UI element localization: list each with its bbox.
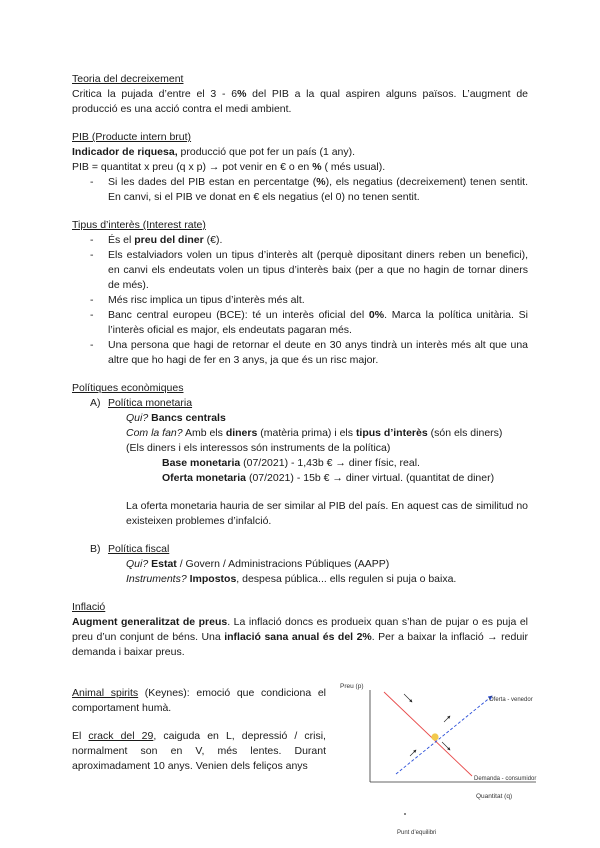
section-title: Teoria del decreixement — [72, 73, 184, 85]
subsection-fiscal — [72, 542, 528, 587]
paragraph: Com la fan? Amb els diners (matèria prima) i els tipus d’interès (són els diners) — [126, 427, 503, 439]
subsection-title: Política monetaria — [108, 397, 193, 409]
paragraph: Qui? Estat / Govern / Administracions Públiques (AAPP) — [126, 558, 390, 570]
section-interes — [72, 218, 528, 368]
arrow-mark — [404, 694, 412, 702]
paragraph: La oferta monetaria hauria de ser similar al PIB del país. En aquest cas de similitud no existeixen problemes d’infalció. — [126, 500, 528, 527]
demand-line — [384, 692, 472, 776]
section-inflacio — [72, 600, 528, 660]
paragraph: Indicador de riquesa, producció que pot fer un país (1 any). — [72, 146, 356, 158]
list-item: - Els estalviadors volen un tipus d’interès alt (perquè dipositant diners reben un benefici), en canvi els endeutats volen un tipus d’interès baix (per a que no hagin de tornar diners de més). — [90, 248, 528, 293]
paragraph: Critica la pujada d’entre el 3 - 6% del PIB a la qual aspiren alguns països. L’augment de producció es una acció contra el medi ambient. — [72, 88, 528, 115]
formula: PIB = quantitat x preu (q x p) → pot venir en € o en % ( més usual). — [72, 161, 386, 173]
subsection-title: Política fiscal — [108, 543, 170, 555]
list-item: - Més risc implica un tipus d’interès més alt. — [90, 293, 528, 308]
section-title: Tipus d’interès (Interest rate) — [72, 219, 206, 231]
section-politiques — [72, 381, 528, 587]
paragraph: Qui? Bancs centrals — [126, 412, 226, 424]
list-item: - Si les dades del PIB estan en percentatge (%), els negatius (decreixement) tenen sentit. En canvi, si el PIB ve donat en € els negatius (el 0) no tenen sentit. — [90, 175, 528, 205]
demand-label: Demanda - consumidor — [474, 776, 537, 782]
arrow-mark — [410, 750, 416, 756]
equilibrium-label: Punt d’equilibri — [397, 830, 437, 836]
paragraph: (Els diners i els interessos són instruments de la política) — [126, 442, 391, 454]
equilibrium-dot — [404, 813, 406, 815]
bullet-list — [72, 175, 528, 205]
bullet-list — [72, 233, 528, 368]
supply-demand-diagram — [326, 674, 546, 844]
list-item: - Una persona que hagi de retornar el deute en 30 anys tindrà un interès més alt que una altre que ho hagi de fer en 3 anys, ja que és un risc major. — [90, 338, 528, 368]
paragraph: Base monetaria (07/2021) - 1,43b € → diner físic, real. — [162, 457, 420, 469]
equilibrium-point — [431, 733, 438, 740]
list-item: - Banc central europeu (BCE): té un interès oficial del 0%. Marca la política unitària. Si l’interès oficial es major, els endeutats pagaran més. — [90, 308, 528, 338]
section-title: Polítiques econòmiques — [72, 382, 184, 394]
section-decreixement — [72, 72, 528, 117]
arrow-mark — [444, 716, 450, 722]
list-marker: B) — [90, 543, 101, 555]
subsection-monetaria — [72, 396, 528, 529]
x-axis-label: Quantitat (q) — [476, 793, 513, 800]
supply-label: Oferta - venedor — [489, 697, 533, 703]
paragraph: El crack del 29, caiguda en L, depressió / crisi, normalment son en V, més lentes. Durant aproximadament 10 anys. Venien dels feliços anys — [72, 730, 326, 772]
list-marker: A) — [90, 397, 101, 409]
paragraph: Instruments? Impostos, despesa pública... ells regulen si puja o baixa. — [126, 573, 457, 585]
section-pib — [72, 130, 528, 205]
list-item: - És el preu del diner (€). — [90, 233, 528, 248]
y-axis-label: Preu (p) — [340, 683, 364, 690]
paragraph: Augment generalitzat de preus. La inflació doncs es produeix quan s’han de pujar o es puja el preu d’un conjunt de béns. Una inflació sana anual és del 2%. Per a baixar la inflació → reduir demanda i baixar preus. — [72, 616, 528, 658]
document-body — [72, 72, 528, 660]
paragraph: Animal spirits (Keynes): emoció que condiciona el comportament humà. — [72, 687, 326, 714]
paragraph: Oferta monetaria (07/2021) - 15b € → diner virtual. (quantitat de diner) — [162, 472, 495, 484]
section-title: PIB (Producte intern brut) — [72, 131, 192, 143]
supply-line — [396, 696, 492, 774]
diagram-svg — [326, 674, 546, 844]
section-title: Inflació — [72, 601, 106, 613]
bottom-text — [72, 686, 326, 774]
